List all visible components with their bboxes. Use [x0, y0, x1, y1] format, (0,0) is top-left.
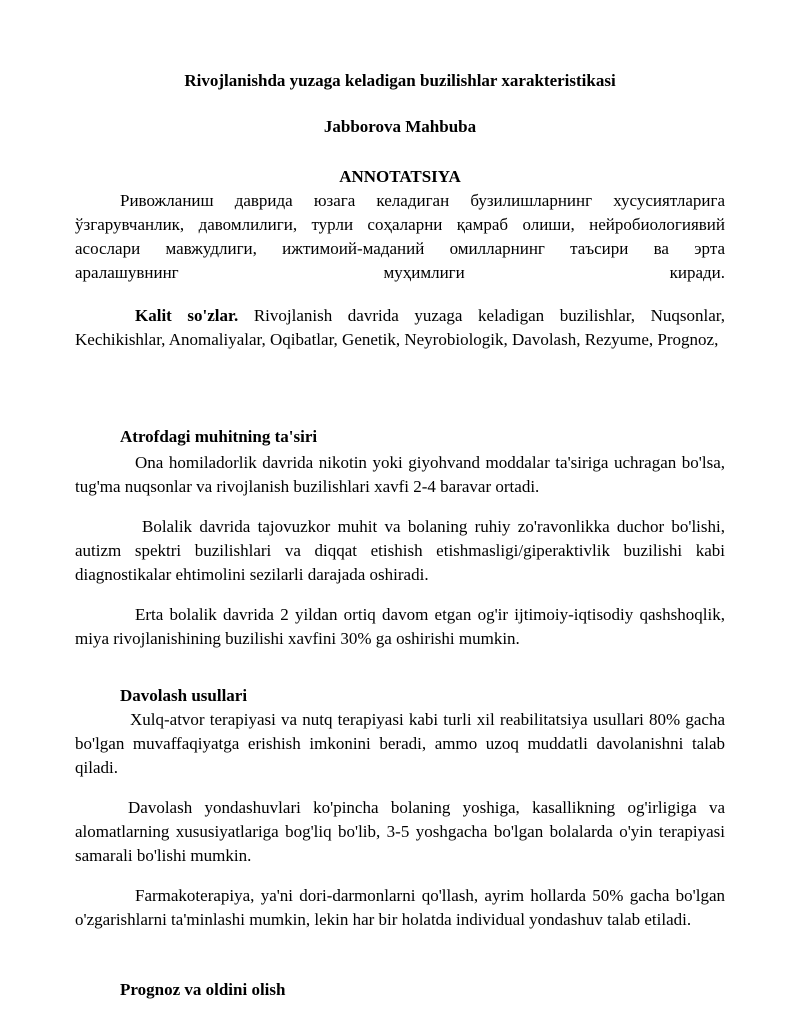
section-paragraph: Davolash yondashuvlari ko'pincha bolaning yoshiga, kasallikning og'irligiga va alomatlarning xususiyatlariga bog'liq bo'lib, 3-5 yoshgacha bo'lgan bolalarda o'yin terapiyasi samarali bo'lishi mumkin.	[75, 798, 725, 865]
section-paragraph: Erta bolalik davrida 2 yildan ortiq davom etgan og'ir ijtimoiy-iqtisodiy qashshoqlik, miya rivojlanishining buzilishi xavfini 30% ga oshirishi mumkin.	[75, 605, 725, 648]
annotation-paragraph-main: Ривожланиш даврида юзага келадиган бузилишларнинг хусусиятларига ўзгарувчанлик, давомлилиги, турли соҳаларни қамраб олиши, нейробиологиявий асослари мавжудлиги, ижтимоий-маданий омилларнинг таъсири ва эрта	[75, 191, 725, 258]
section-paragraph: Ona homiladorlik davrida nikotin yoki giyohvand moddalar ta'siriga uchragan bo'lsa, tug'ma nuqsonlar va rivojlanish buzilishlari xavfi 2-4 baravar ortadi.	[75, 453, 725, 496]
section-paragraph: Xulq-atvor terapiyasi va nutq terapiyasi kabi turli xil reabilitatsiya usullari 80% gacha bo'lgan muvaffaqiyatga erishish imkonini beradi, ammo uzoq muddatli davolanishni talab qiladi.	[75, 710, 725, 777]
author-name: Jabborova Mahbuba	[323, 117, 477, 136]
section-paragraph: Farmakoterapiya, ya'ni dori-darmonlarni qo'llash, ayrim hollarda 50% gacha bo'lgan o'zgarishlarni ta'minlashi mumkin, lekin har bir holatda individual yondashuv talab etiladi.	[75, 886, 725, 929]
document-title: Rivojlanishda yuzaga keladigan buzilishlar xarakteristikasi	[184, 71, 616, 90]
annotation-paragraph-end: аралашувнинг муҳимлиги киради.	[75, 263, 725, 282]
keywords-label: Kalit so'zlar.	[135, 306, 239, 325]
keywords-text: Rivojlanish davrida yuzaga keladigan buzilishlar, Nuqsonlar, Kechikishlar, Anomaliyalar, Oqibatlar, Genetik, Neyrobiologik, Davolash, Rezyume, Prognoz,	[75, 306, 725, 349]
keywords-paragraph	[75, 304, 725, 352]
section-heading-prognosis: Prognoz va oldini olish	[120, 980, 286, 999]
annotation-heading: ANNOTATSIYA	[339, 167, 461, 186]
section-heading-environment: Atrofdagi muhitning ta'siri	[120, 427, 318, 446]
section-heading-treatment: Davolash usullari	[120, 686, 248, 705]
section-paragraph: Bolalik davrida tajovuzkor muhit va bolaning ruhiy zo'ravonlikka duchor bo'lishi, autizm spektri buzilishlari va diqqat etishish etishmasligi/giperaktivlik buzilishi kabi diagnostikalar ehtimolini sezilarli darajada oshiradi.	[75, 517, 725, 584]
